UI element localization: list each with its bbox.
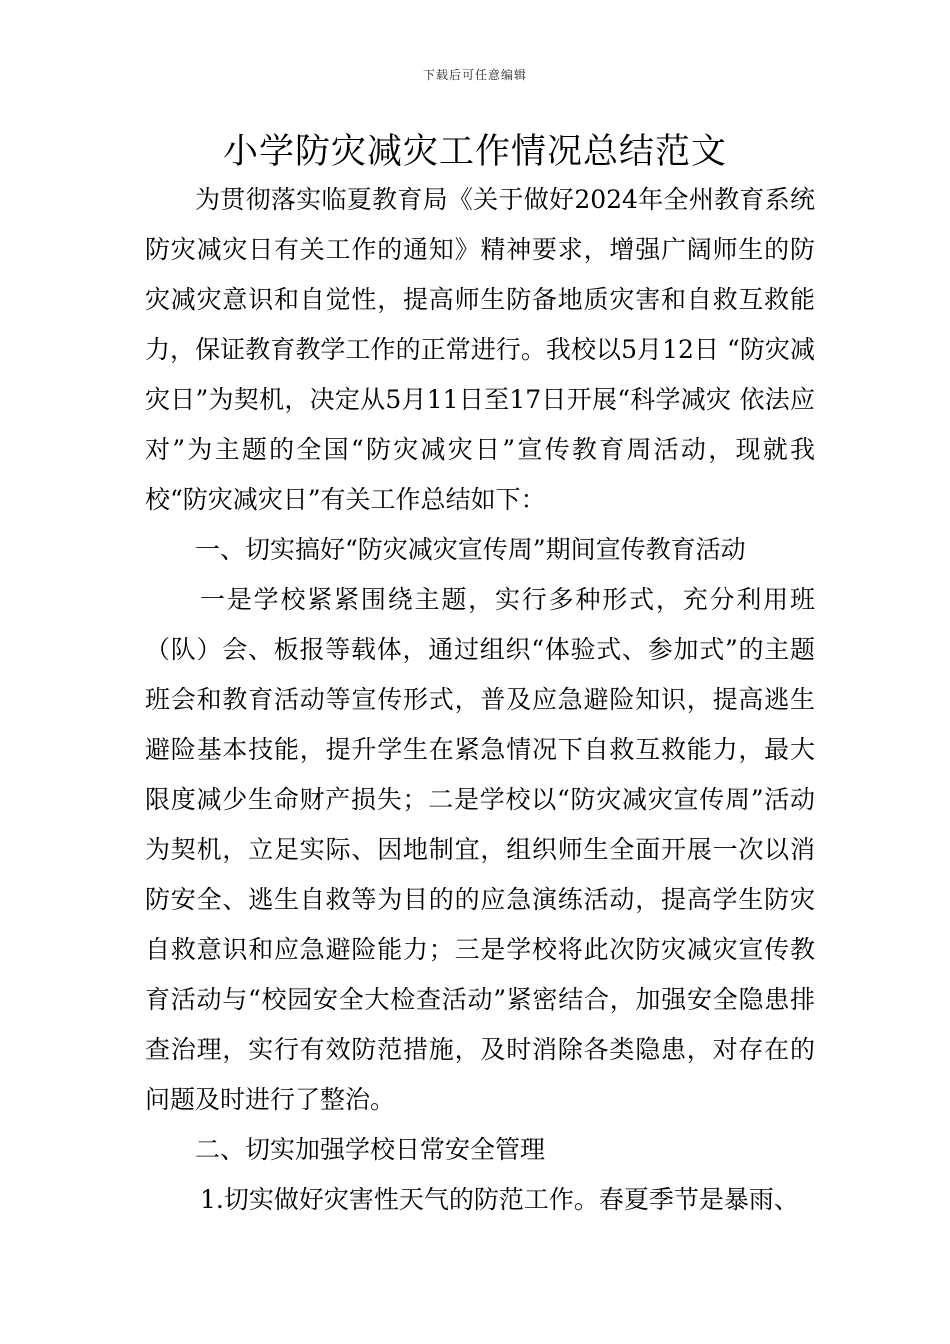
section2-heading: 二、切实加强学校日常安全管理 xyxy=(195,1135,546,1164)
document-title: 小学防灾减灾工作情况总结范文 xyxy=(222,132,727,172)
intro-paragraph: 为贯彻落实临夏教育局《关于做好2024年全州教育系统防灾减灾日有关工作的通知》精神要求，增强广阔师生的防灾减灾意识和自觉性，提高师生防备地质灾害和自救互救能力，保证教育教学工作的正常进行。我校以5月12日 “防灾减灾日”为契机，决定从5月11日至17日开展“科学减灾 依法应对”为主题的全国“防灾减灾日”宣传教育周活动，现就我校“防灾减灾日”有关工作总结如下： xyxy=(145,185,815,514)
section1-heading: 一、切实搞好“防灾减灾宣传周”期间宣传教育活动 xyxy=(195,535,746,564)
section1-paragraph: 一是学校紧紧围绕主题，实行多种形式，充分利用班（队）会、板报等载体，通过组织“体验式、参加式”的主题班会和教育活动等宣传形式，普及应急避险知识，提高逃生避险基本技能，提升学生在紧急情况下自救互救能力，最大限度减少生命财产损失；二是学校以“防灾减灾宣传周”活动为契机，立足实际、因地制宜，组织师生全面开展一次以消防安全、逃生自救等为目的的应急演练活动，提高学生防灾自救意识和应急避险能力；三是学校将此次防灾减灾宣传教育活动与“校园安全大检查活动”紧密结合，加强安全隐患排查治理，实行有效防范措施，及时消除各类隐患，对存在的问题及时进行了整治。 xyxy=(145,585,815,1114)
section2-item1: 1.切实做好灾害性天气的防范工作。春夏季节是暴雨、 xyxy=(200,1185,799,1214)
document-body xyxy=(145,175,815,1225)
header-note: 下载后可任意编辑 xyxy=(422,68,527,82)
